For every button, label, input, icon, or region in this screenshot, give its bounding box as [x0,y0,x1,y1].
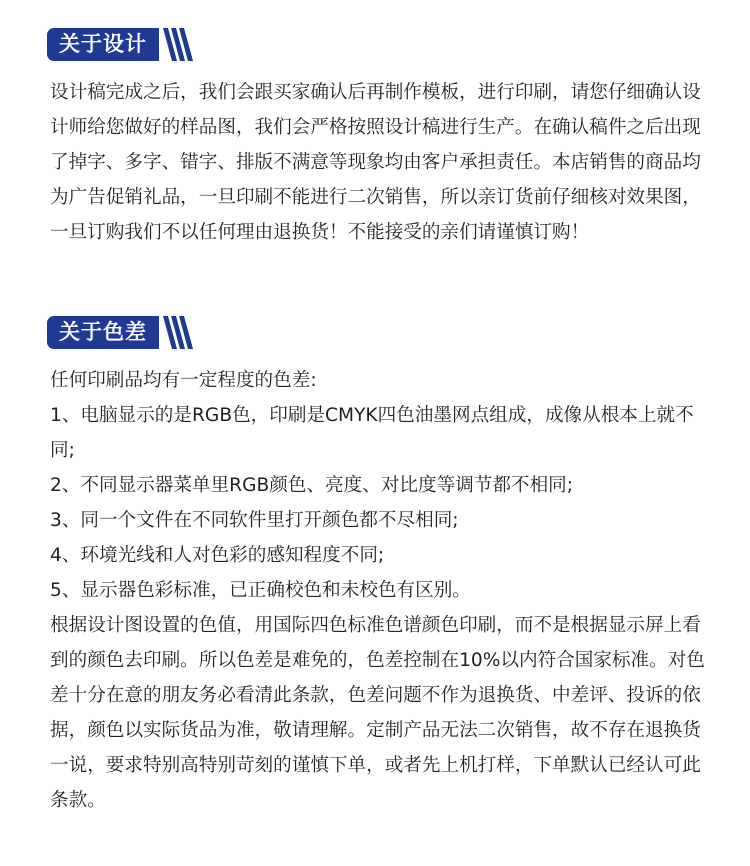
section-title: 关于色差 [47,316,159,349]
paragraph: 设计稿完成之后，我们会跟买家确认后再制作模板，进行印刷，请您仔细确认设计师给您做好的样品图，我们会严格按照设计稿进行生产。在确认稿件之后出现了掉字、多字、错字、排版不满意等现象均由客户承担责任。本店销售的商品均为广告促销礼品，一旦印刷不能进行二次销售，所以亲订货前仔细核对效果图，一旦订购我们不以任何理由退换货！不能接受的亲们请谨慎订购！ [50,82,701,243]
section-body-color-difference [50,363,710,818]
list-item: 4、环境光线和人对色彩的感知程度不同; [50,545,385,566]
paragraph-intro: 任何印刷品均有一定程度的色差: [50,370,317,391]
list-item: 3、同一个文件在不同软件里打开颜色都不尽相同; [50,510,459,531]
section-body-design [50,75,710,250]
section-header-color-difference [47,316,195,349]
paragraph-conclusion: 根据设计图设置的色值，用国际四色标准色谱颜色印刷，而不是根据显示屏上看到的颜色去印刷。所以色差是难免的，色差控制在10%以内符合国家标准。对色差十分在意的朋友务必看清此条款，色差问题不作为退换货、中差评、投诉的依据，颜色以实际货品为准，敬请理解。定制产品无法二次销售，故不存在退换货一说，要求特别高特别苛刻的谨慎下单，或者先上机打样，下单默认已经认可此条款。 [50,615,705,811]
triple-slash-icon [163,316,195,349]
list-item: 5、显示器色彩标准，已正确校色和未校色有区别。 [50,580,471,601]
section-title: 关于设计 [47,28,159,61]
section-header-design [47,28,195,61]
list-item: 2、不同显示器菜单里RGB颜色、亮度、对比度等调节都不相同; [50,475,574,496]
triple-slash-icon [163,28,195,61]
list-item: 1、电脑显示的是RGB色，印刷是CMYK四色油墨网点组成，成像从根本上就不同; [50,405,694,461]
